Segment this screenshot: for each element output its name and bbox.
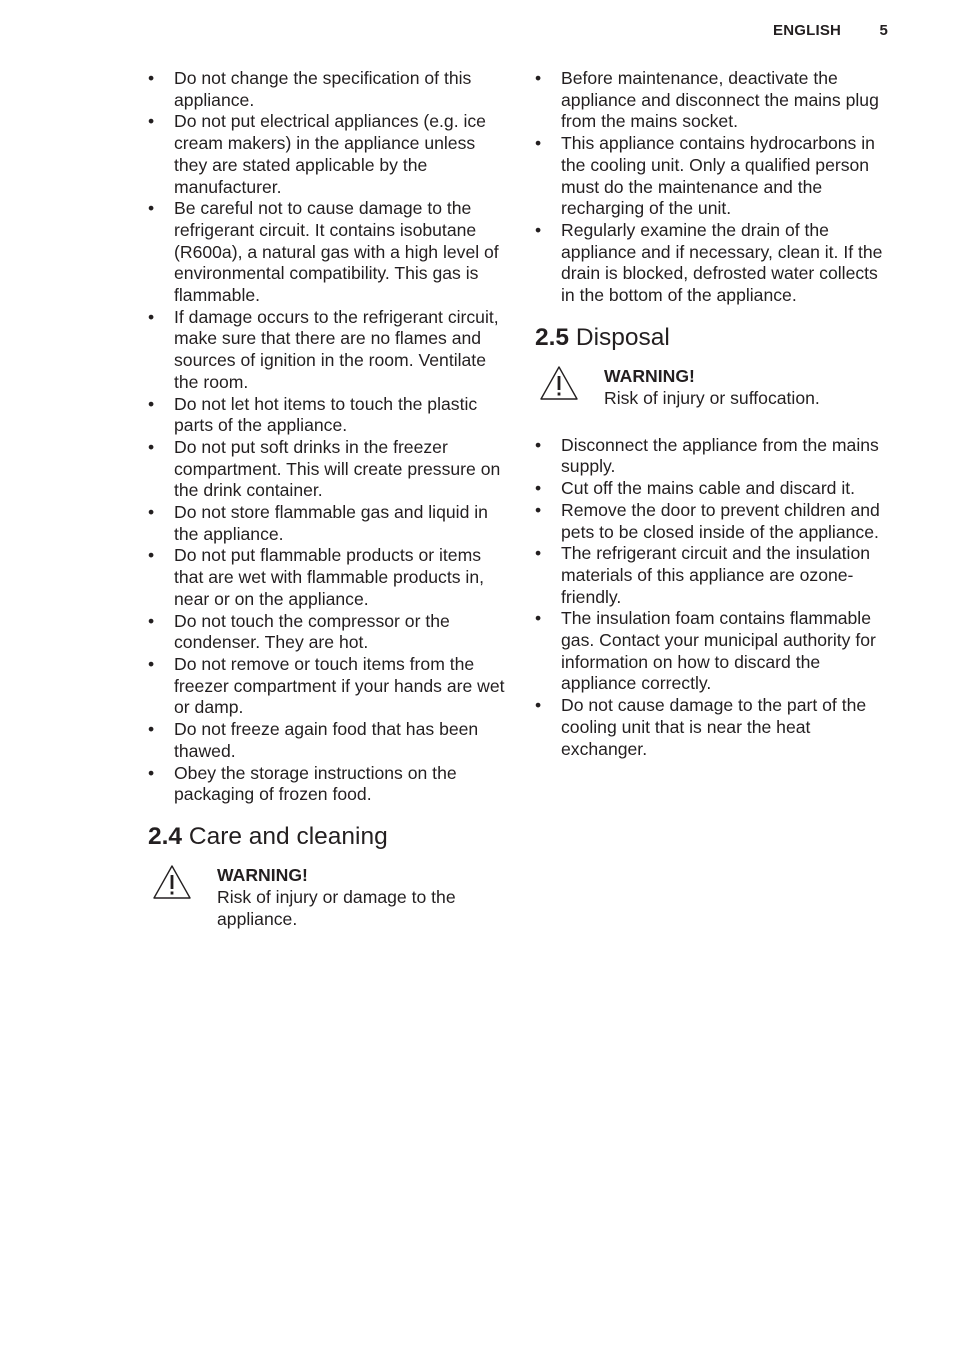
list-item: • The refrigerant circuit and the insulation materials of this appliance are ozone-friendly. [535, 543, 895, 608]
list-item: • Do not touch the compressor or the condenser. They are hot. [148, 611, 508, 654]
warning-title: WARNING! [217, 864, 308, 885]
list-item: • Do not freeze again food that has been thawed. [148, 719, 508, 762]
list-item: • If damage occurs to the refrigerant circuit, make sure that there are no flames and sources of ignition in the room. Ventilate the room. [148, 307, 508, 394]
list-item: • This appliance contains hydrocarbons in the cooling unit. Only a qualified person must do the maintenance and the recharging of the unit. [535, 133, 895, 220]
list-item: • The insulation foam contains flammable gas. Contact your municipal authority for information on how to discard the appliance correctly. [535, 608, 895, 695]
warning-box-disposal [535, 365, 895, 429]
list-item: • Remove the door to prevent children and pets to be closed inside of the appliance. [535, 500, 895, 543]
page-number: 5 [879, 22, 888, 39]
warning-text: Risk of injury or suffocation. [604, 387, 820, 408]
list-item: • Do not let hot items to touch the plastic parts of the appliance. [148, 394, 508, 437]
section-heading-care [148, 822, 508, 852]
warning-triangle-icon [539, 365, 579, 401]
left-column [148, 68, 508, 930]
disposal-list [535, 435, 895, 761]
warning-text: Risk of injury or damage to the appliance. [217, 886, 456, 929]
page-header [773, 22, 888, 39]
safety-list [148, 68, 508, 806]
section-number: 2.4 [148, 822, 183, 850]
section-number: 2.5 [535, 323, 570, 351]
right-column [535, 68, 895, 760]
list-item: • Do not put flammable products or items that are wet with flammable products in, near or on the appliance. [148, 545, 508, 610]
list-item: • Do not change the specification of this appliance. [148, 68, 508, 111]
list-item: • Obey the storage instructions on the packaging of frozen food. [148, 763, 508, 806]
list-item: • Disconnect the appliance from the mains supply. [535, 435, 895, 478]
warning-triangle-icon [152, 864, 192, 900]
warning-title: WARNING! [604, 365, 695, 386]
list-item: • Do not cause damage to the part of the cooling unit that is near the heat exchanger. [535, 695, 895, 760]
language-label: ENGLISH [773, 22, 842, 39]
list-item: • Cut off the mains cable and discard it. [535, 478, 895, 500]
maintenance-list [535, 68, 895, 307]
section-heading-disposal [535, 323, 895, 353]
list-item: • Regularly examine the drain of the appliance and if necessary, clean it. If the drain is blocked, defrosted water collects in the bottom of the appliance. [535, 220, 895, 307]
list-item: • Be careful not to cause damage to the refrigerant circuit. It contains isobutane (R600a), a natural gas with a high level of environmental compatibility. This gas is flammable. [148, 198, 508, 307]
warning-box-care [148, 864, 508, 930]
section-title: Disposal [575, 323, 670, 351]
list-item: • Do not put soft drinks in the freezer compartment. This will create pressure on the drink container. [148, 437, 508, 502]
list-item: • Do not store flammable gas and liquid in the appliance. [148, 502, 508, 545]
section-title: Care and cleaning [188, 822, 388, 850]
list-item: • Before maintenance, deactivate the appliance and disconnect the mains plug from the mains socket. [535, 68, 895, 133]
list-item: • Do not remove or touch items from the freezer compartment if your hands are wet or damp. [148, 654, 508, 719]
list-item: • Do not put electrical appliances (e.g. ice cream makers) in the appliance unless they are stated applicable by the manufacturer. [148, 111, 508, 198]
